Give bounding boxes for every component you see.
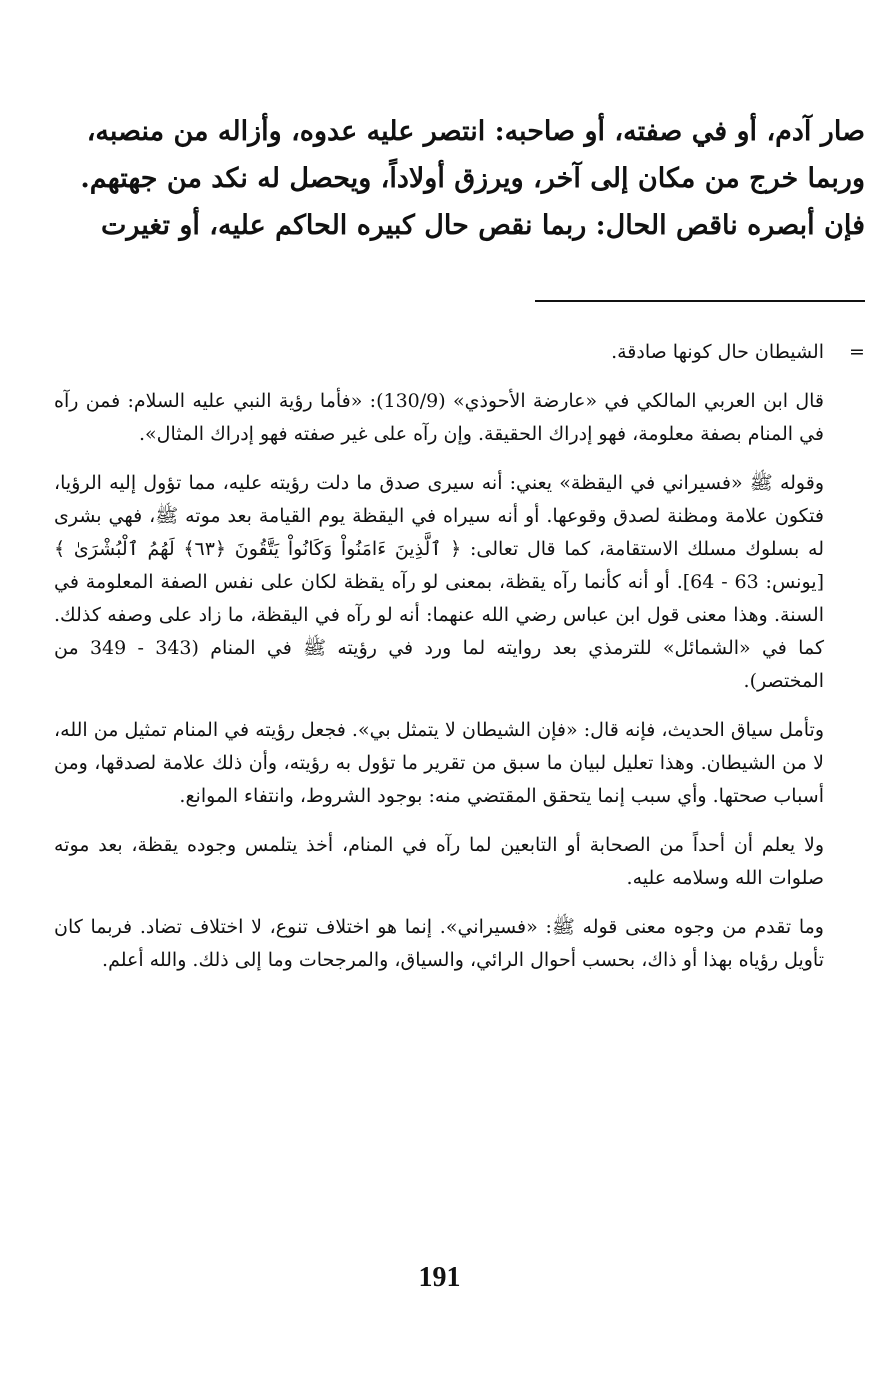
footnotes-section	[54, 336, 824, 993]
footnote-separator-rule	[535, 300, 865, 302]
main-text-line: فإن أبصره ناقص الحال: ربما نقص حال كبيره الحاكم عليه، أو تغيرت	[100, 210, 865, 241]
footnote-paragraph: وما تقدم من وجوه معنى قوله ﷺ: «فسيراني». إنما هو اختلاف تنوع، لا اختلاف تضاد. فربما كان تأويل رؤياه بهذا أو ذاك، بحسب أحوال الرائي، والسياق، والمرجحات وما إلى ذلك. والله أعلم.	[54, 916, 824, 971]
footnote-paragraph: ولا يعلم أن أحداً من الصحابة أو التابعين لما رآه في المنام، أخذ يتلمس وجوده يقظة، بعد موته صلوات الله وسلامه عليه.	[54, 834, 824, 889]
main-text-line: صار آدم، أو في صفته، أو صاحبه: انتصر عليه عدوه، وأزاله من منصبه،	[86, 116, 865, 147]
footnote-continuation-mark: =	[849, 341, 865, 363]
footnote-paragraph: الشيطان حال كونها صادقة.	[611, 341, 824, 363]
footnote-paragraph: وتأمل سياق الحديث، فإنه قال: «فإن الشيطان لا يتمثل بي». فجعل رؤيته في المنام تمثيل من الله، لا من الشيطان. وهذا تعليل لبيان ما سبق من تقرير ما تؤول به رؤيته، وأن ذلك علامة لصدقها، ومن أسباب صحتها. وأي سبب إنما يتحقق المقتضي منه: بوجود الشروط، وانتفاء الموانع.	[54, 719, 824, 807]
footnote-paragraph: وقوله ﷺ «فسيراني في اليقظة» يعني: أنه سيرى صدق ما دلت رؤيته عليه، مما تؤول إليه الرؤيا، فتكون علامة ومظنة لصدق وقوعها. أو أنه سيراه في اليقظة يوم القيامة بعد موته ﷺ، فهي بشرى له بسلوك مسلك الاستقامة، كما قال تعالى: ﴿ ٱلَّذِينَ ءَامَنُواْ وَكَانُواْ يَتَّقُونَ ﴿٦٣﴾ لَهُمُ ٱلْبُشْرَىٰ ﴾ [يونس: 63 - 64]. أو أنه كأنما رآه يقظة، بمعنى لو رآه يقظة لكان على نفس الصفة المعلومة في السنة. وهذا معنى قول ابن عباس رضي الله عنهما: أنه لو رآه في اليقظة، ما زاد على وصفه كذلك. كما في «الشمائل» للترمذي بعد روايته لما ورد في رؤيته ﷺ في المنام (343 - 349 من المختصر).	[54, 472, 824, 692]
main-text-line: وربما خرج من مكان إلى آخر، ويرزق أولاداً، ويحصل له نكد من جهتهم.	[80, 163, 865, 194]
page-number: 191	[418, 1262, 461, 1293]
main-body-text	[10, 108, 865, 249]
footnote-paragraph: قال ابن العربي المالكي في «عارضة الأحوذي» (130/9): «فأما رؤية النبي عليه السلام: فمن رآه في المنام بصفة معلومة، فهو إدراك الحقيقة. وإن رآه على غير صفته فهو إدراك المثال».	[54, 390, 824, 445]
